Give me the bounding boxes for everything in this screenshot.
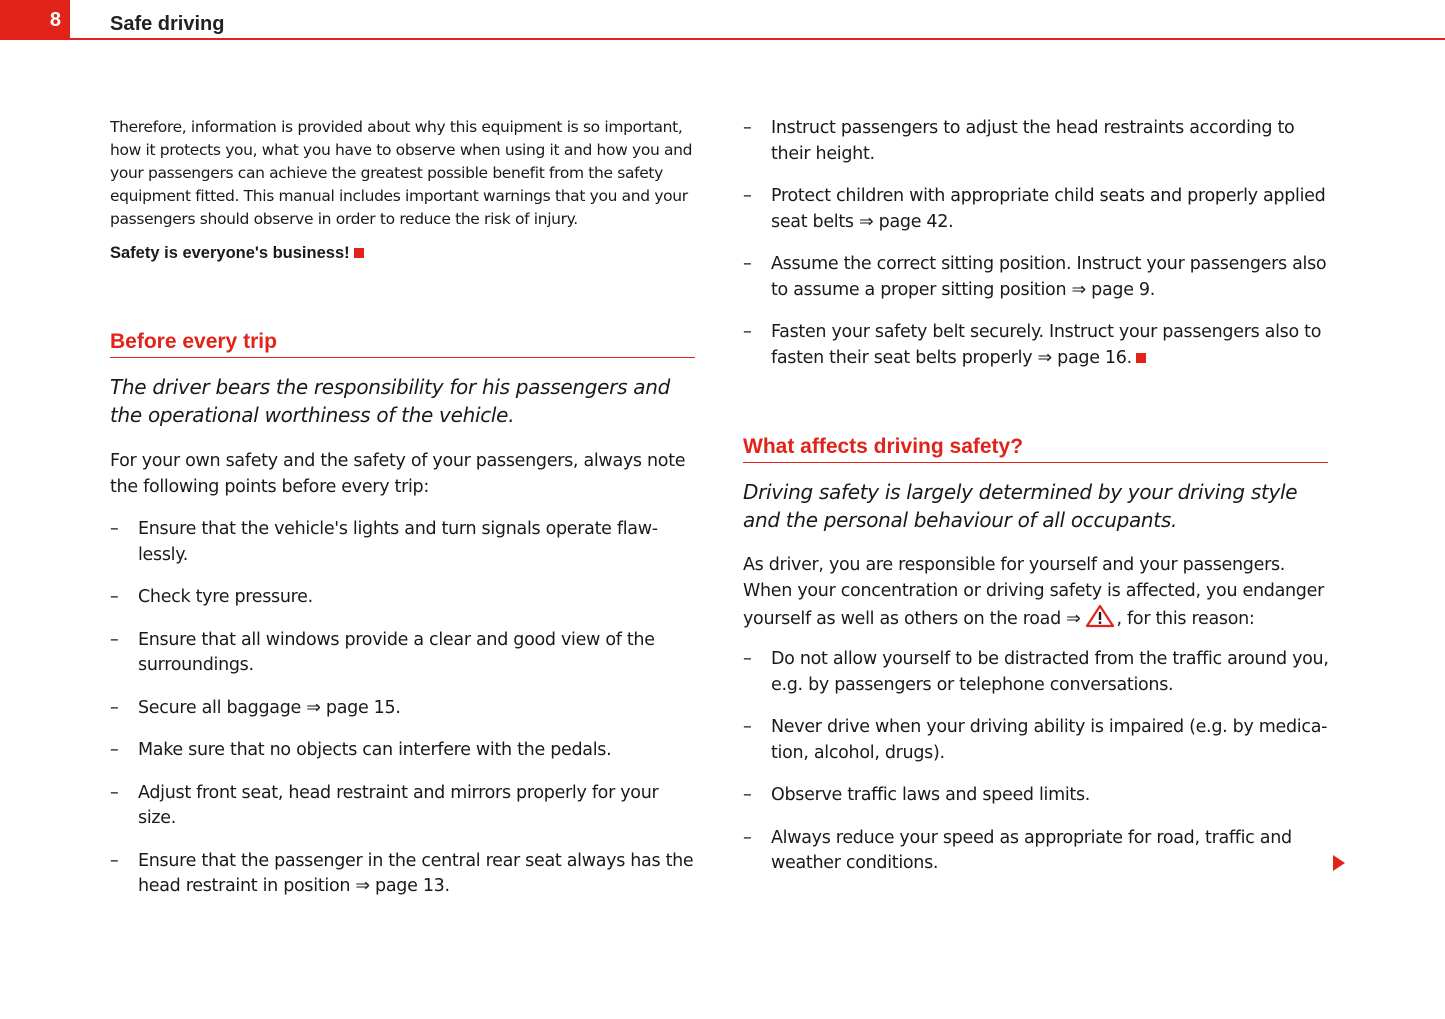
chapter-title: Safe driving	[110, 13, 225, 35]
page-reference-link[interactable]: page 9.	[1091, 279, 1156, 300]
list-item-text: Never drive when your driving ability is impaired (e.g. by medica-tion, alcohol, drugs).	[771, 717, 1328, 763]
header-rule	[70, 38, 1445, 40]
list-item-text: Protect children with appropriate child seats and properly applied seat belts	[771, 186, 1326, 232]
reference-arrow-icon: ⇒	[355, 876, 370, 896]
list-item	[743, 826, 1333, 877]
list-item-text: Check tyre pressure.	[138, 587, 313, 607]
warning-triangle-icon[interactable]	[1085, 604, 1115, 637]
heading-driving-safety: What affects driving safety?	[743, 435, 1328, 463]
list-item	[110, 738, 700, 764]
end-of-section-icon	[354, 248, 364, 258]
list-item-text: Do not allow yourself to be distracted from the traffic around you, e.g. by passengers or telephone conversations.	[771, 649, 1329, 695]
list-item	[110, 585, 700, 611]
list-item-text: Ensure that all windows provide a clear and good view of the surroundings.	[138, 629, 655, 675]
reference-arrow-icon: ⇒	[1037, 347, 1052, 368]
list-item-text: Make sure that no objects can interfere with the pedals.	[138, 740, 612, 760]
list-item	[743, 320, 1333, 371]
reference-arrow-icon: ⇒	[306, 697, 321, 718]
page-reference-link[interactable]: page 16.	[1057, 347, 1132, 368]
continue-arrow-icon[interactable]	[1333, 855, 1345, 871]
list-item	[743, 184, 1333, 235]
list-item	[743, 783, 1333, 809]
page-reference-link[interactable]: page 13.	[375, 876, 450, 896]
body-text-part: As driver, you are responsible for yourself and your passengers. When your concentration or driving safety is affected, you endanger yourself as well as others on the road	[743, 555, 1324, 629]
list-item-text: Instruct passengers to adjust the head restraints according to their height.	[771, 118, 1295, 164]
body-text-part: , for this reason:	[1116, 609, 1255, 629]
lead-before-every-trip: The driver bears the responsibility for his passengers and the operational worthiness of the vehicle.	[110, 375, 670, 427]
checklist-before-trip	[110, 517, 700, 917]
list-item-text: Observe traffic laws and speed limits.	[771, 785, 1091, 805]
checklist-continued	[743, 116, 1333, 388]
page-reference-link[interactable]: page 42.	[878, 211, 954, 232]
heading-before-every-trip: Before every trip	[110, 330, 695, 358]
list-item-text: Adjust front seat, head restraint and mirrors properly for your size.	[138, 782, 659, 828]
list-item	[743, 715, 1333, 766]
checklist-driving-safety	[743, 647, 1333, 894]
safety-note	[110, 244, 364, 263]
list-item-text: Secure all baggage	[138, 697, 301, 718]
list-item	[743, 116, 1333, 167]
lead-driving-safety: Driving safety is largely determined by your driving style and the personal behaviour of all occupants.	[743, 480, 1298, 532]
body-driving-safety	[743, 553, 1333, 637]
end-of-section-icon	[1136, 353, 1146, 363]
page-reference-link[interactable]: page 15.	[325, 697, 401, 718]
list-item	[110, 628, 700, 679]
safety-note-text: Safety is everyone's business!	[110, 244, 350, 262]
body-before-every-trip: For your own safety and the safety of your passengers, always note the following points before every trip:	[110, 451, 686, 497]
list-item	[110, 696, 700, 722]
list-item	[743, 252, 1333, 303]
list-item-text: Assume the correct sitting position. Instruct your passengers also to assume a proper sitting position	[771, 254, 1327, 300]
list-item	[110, 517, 700, 568]
list-item	[110, 781, 700, 832]
reference-arrow-icon: ⇒	[1071, 279, 1086, 300]
list-item-text: Ensure that the vehicle's lights and turn signals operate flaw-lessly.	[138, 519, 658, 565]
page-number: 8	[0, 0, 70, 40]
list-item-text: Fasten your safety belt securely. Instruct your passengers also to fasten their seat belts properly	[771, 322, 1322, 368]
list-item	[743, 647, 1333, 698]
reference-arrow-icon: ⇒	[1066, 609, 1081, 629]
list-item-text: Ensure that the passenger in the central rear seat always has the head restraint in position	[138, 850, 694, 896]
intro-paragraph: Therefore, information is provided about why this equipment is so important, how it protects you, what you have to observe when using it and how you and your passengers can achieve the greatest possible benefit from the safety equipment fitted. This manual includes important warnings that you and your passengers should observe in order to reduce the risk of injury.	[110, 118, 693, 228]
list-item	[110, 849, 700, 900]
reference-arrow-icon: ⇒	[859, 211, 874, 232]
list-item-text: Always reduce your speed as appropriate for road, traffic and weather conditions.	[771, 827, 1292, 873]
